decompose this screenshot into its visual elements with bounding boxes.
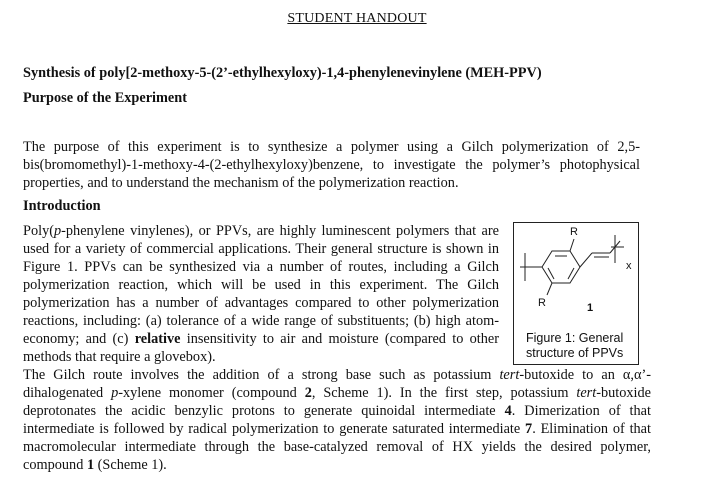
section-heading-introduction: Introduction <box>23 198 101 214</box>
intro-text-3: insensitivity to air and moisture (compared to other methods that require a glovebox). <box>23 331 499 365</box>
gilch-bold-1: 2 <box>304 385 312 401</box>
gilch-text-7: . Elimination of that macromolecular intermediate through the base-catalyzed removal of HX yields the desired polymer, compound <box>23 421 652 473</box>
gilch-text-4: , Scheme 1). In the first step, potassium <box>311 385 577 401</box>
r-bottom-label: R <box>538 297 546 309</box>
gilch-text-3: -xylene monomer (compound <box>118 385 305 401</box>
introduction-paragraph <box>23 222 499 366</box>
purpose-paragraph: The purpose of this experiment is to synthesize a polymer using a Gilch polymerization of 2,5-bis(bromomethyl)-1-methoxy-4-(2-ethylhexyloxy)benzene, to investigate the polymer’s photophysical properties, and to understand the mechanism of the polymerization reaction. <box>23 139 640 191</box>
intro-text-2: -phenylene vinylenes), or PPVs, are highly luminescent polymers that are used for a variety of commercial applications. Their general structure is shown in Figure 1. PPVs can be synthesized via a number of routes, including a Gilch polymerization reaction, which will be used in this experiment. The Gilch polymerization has a number of advantages compared to other polymerization reactions, including: (a) tolerance of a wide range of substituents; (b) high atom-economy; and (c) <box>23 223 499 347</box>
compound-number-label: 1 <box>587 302 594 314</box>
intro-text-1: Poly( <box>23 223 54 239</box>
gilch-route-paragraph <box>23 366 651 474</box>
header-title: STUDENT HANDOUT <box>287 11 427 26</box>
intro-text-italic: p <box>53 223 62 239</box>
intro-text-bold: relative <box>134 331 181 347</box>
gilch-bold-4: 1 <box>86 457 95 473</box>
vinylene-bond-1 <box>580 253 592 267</box>
gilch-text-2: -butoxide to an α,α’-dihalogenated <box>23 367 651 401</box>
r-top-label: R <box>570 226 578 238</box>
gilch-italic-1: tert <box>499 367 520 383</box>
gilch-text-1: The Gilch route involves the addition of a strong base such as potassium <box>23 367 500 383</box>
gilch-italic-2: p <box>111 385 119 401</box>
gilch-text-8: (Scheme 1). <box>94 457 167 473</box>
r-bottom-bond <box>547 283 552 295</box>
gilch-bold-2: 4 <box>504 403 512 419</box>
figure-1 <box>513 222 639 365</box>
gilch-bold-3: 7 <box>525 421 533 437</box>
figure-caption: Figure 1: General structure of PPVs <box>526 331 624 360</box>
r-top-bond <box>570 239 574 251</box>
gilch-text-5: -butoxide deprotonates the acidic benzylic protons to generate quinoidal intermediate <box>23 385 651 419</box>
gilch-italic-3: tert <box>576 385 597 401</box>
gilch-text-6: . Dimerization of that intermediate is followed by radical polymerization to generate saturated intermediate <box>23 403 651 437</box>
section-heading-purpose: Purpose of the Experiment <box>23 90 187 106</box>
document-title: Synthesis of poly[2-methoxy-5-(2’-ethylhexyloxy)-1,4-phenylenevinylene (MEH-PPV) <box>23 65 542 81</box>
x-subscript-label: x <box>626 260 632 272</box>
page-header <box>0 11 714 27</box>
